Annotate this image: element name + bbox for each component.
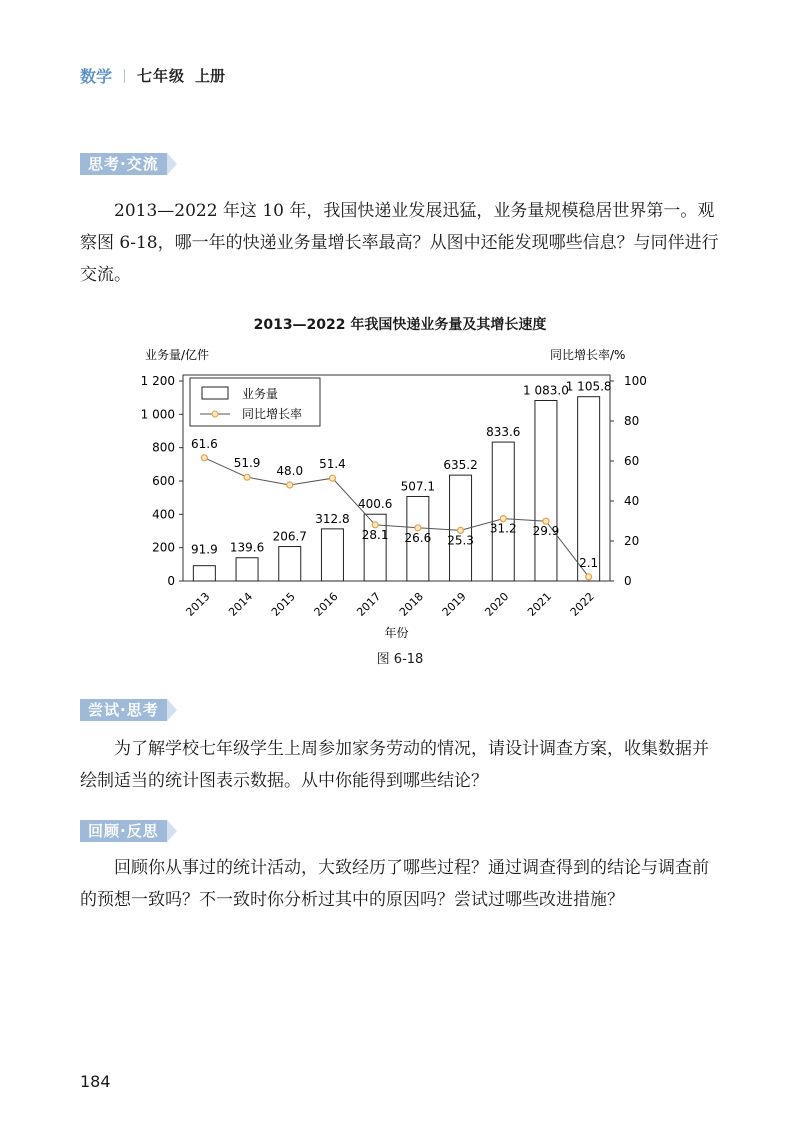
growth-value-label: 48.0 — [276, 464, 304, 478]
legend-bar-swatch — [202, 387, 228, 399]
right-axis-title: 同比增长率/% — [550, 348, 626, 362]
x-tick-label: 2013 — [183, 589, 213, 619]
x-tick-label: 2020 — [482, 589, 512, 619]
legend-line-marker — [212, 411, 218, 417]
left-axis-title: 业务量/亿件 — [145, 348, 210, 362]
section-tag-review-reflect: 回顾·反思 — [80, 820, 167, 842]
x-tick-label: 2018 — [396, 589, 426, 619]
right-axis-tick-label: 0 — [624, 574, 632, 588]
left-axis-tick-label: 800 — [152, 440, 175, 455]
figure-caption: 图 6-18 — [376, 652, 424, 667]
growth-rate-point-2016 — [329, 475, 335, 481]
growth-rate-point-2015 — [287, 482, 293, 488]
legend-line-label: 同比增长率 — [242, 407, 303, 421]
bar-2016 — [321, 529, 343, 581]
bar-value-label: 507.1 — [400, 479, 436, 494]
right-axis-tick-label: 80 — [624, 414, 640, 428]
x-tick-label: 2015 — [268, 589, 298, 619]
bar-2020 — [492, 442, 514, 581]
x-tick-label: 2017 — [354, 589, 384, 619]
bar-value-label: 139.6 — [229, 540, 265, 555]
think-discuss-paragraph: 2013—2022 年这 10 年，我国快递业发展迅猛，业务量规模稳居世界第一。观察图 6-18，哪一年的快递业务量增长率最高？从图中还能发现哪些信息？与同伴进行交流。 — [80, 201, 719, 285]
growth-value-label: 31.2 — [489, 521, 517, 536]
left-axis-tick-label: 1 000 — [140, 407, 175, 422]
bar-2015 — [279, 547, 301, 581]
bar-2021 — [535, 401, 557, 582]
bar-value-label: 1 105.8 — [565, 379, 612, 394]
chart-title: 2013—2022 年我国快递业务量及其增长速度 — [253, 317, 547, 333]
bar-value-label: 833.6 — [486, 425, 521, 440]
growth-rate-point-2014 — [244, 474, 250, 480]
bar-value-label: 635.2 — [443, 458, 478, 473]
x-tick-label: 2016 — [311, 589, 341, 619]
left-axis-tick-label: 0 — [167, 574, 175, 588]
growth-value-label: 51.9 — [233, 456, 261, 471]
right-axis-tick-label: 40 — [624, 494, 640, 508]
bar-value-label: 91.9 — [190, 542, 218, 557]
express-delivery-chart — [0, 330, 800, 648]
growth-value-label: 61.6 — [190, 436, 218, 451]
page-number: 184 — [80, 1072, 111, 1091]
review-reflect-paragraph: 回顾你从事过的统计活动，大致经历了哪些过程？通过调查得到的结论与调查前的预想一致吗？不一致时你分析过其中的原因吗？尝试过哪些改进措施？ — [80, 858, 709, 910]
bar-value-label: 206.7 — [272, 529, 307, 544]
grade-label: 七年级 — [137, 67, 186, 85]
x-axis-title: 年份 — [384, 626, 409, 640]
bar-2013 — [193, 566, 215, 581]
left-axis-tick-label: 600 — [152, 474, 175, 488]
section-tag-think-discuss: 思考·交流 — [80, 153, 167, 175]
x-tick-label: 2022 — [567, 589, 597, 619]
left-axis-tick-label: 400 — [152, 507, 175, 522]
right-axis-tick-label: 20 — [624, 534, 640, 548]
growth-rate-point-2013 — [201, 455, 207, 461]
bar-value-label: 400.6 — [357, 497, 393, 512]
right-axis-tick-label: 60 — [624, 454, 640, 468]
growth-value-label: 28.1 — [361, 527, 389, 542]
growth-value-label: 2.1 — [579, 555, 599, 570]
bar-2022 — [578, 397, 600, 581]
left-axis-tick-label: 200 — [152, 540, 175, 555]
bar-value-label: 312.8 — [315, 511, 350, 526]
section-tag-try-think: 尝试·思考 — [80, 699, 167, 721]
volume-label: 上册 — [195, 67, 226, 85]
try-think-paragraph: 为了解学校七年级学生上周参加家务劳动的情况，请设计调查方案，收集数据并绘制适当的统计图表示数据。从中你能得到哪些结论？ — [80, 739, 709, 791]
legend-bar-label: 业务量 — [242, 387, 279, 401]
left-axis-tick-label: 1 200 — [140, 374, 175, 388]
growth-value-label: 51.4 — [319, 457, 346, 472]
bar-2014 — [236, 558, 258, 581]
x-tick-label: 2019 — [439, 589, 469, 619]
growth-value-label: 26.6 — [404, 530, 432, 545]
header-divider — [124, 69, 125, 83]
page-header — [80, 64, 225, 87]
growth-rate-line — [204, 458, 588, 577]
subject-label: 数学 — [80, 67, 113, 86]
growth-value-label: 29.9 — [532, 524, 560, 539]
x-tick-label: 2021 — [525, 589, 555, 619]
bar-value-label: 1 083.0 — [523, 383, 569, 398]
right-axis-tick-label: 100 — [624, 374, 647, 388]
x-tick-label: 2014 — [226, 589, 256, 619]
growth-rate-point-2022 — [586, 574, 592, 580]
growth-value-label: 25.3 — [447, 533, 474, 548]
